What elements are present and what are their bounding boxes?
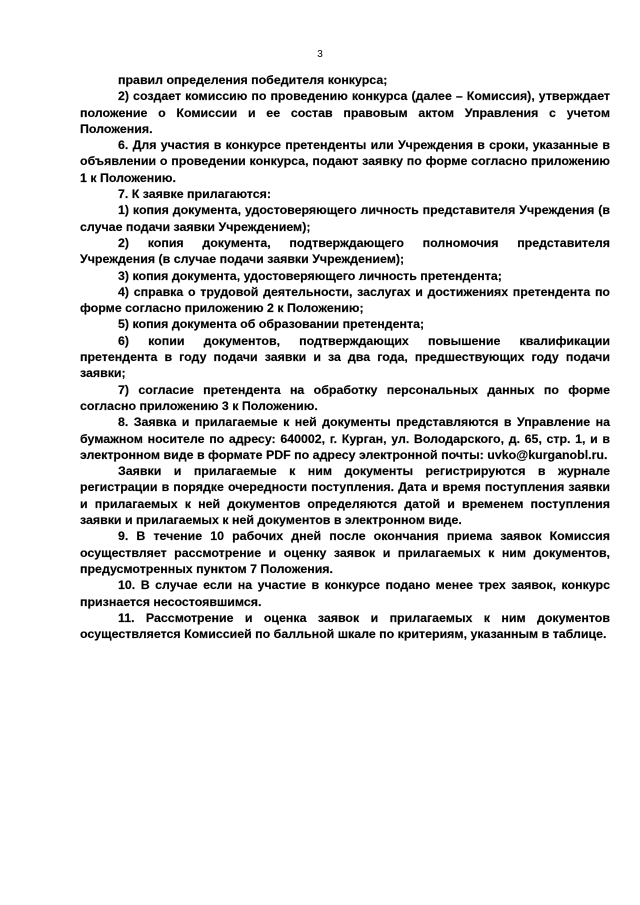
paragraph-6-participation: 6. Для участия в конкурсе претенденты или Учреждения в сроки, указанные в объявлении о проведении конкурса, подают заявку по форме согласно приложению 1 к Положению. bbox=[80, 138, 610, 185]
list-item-5: 5) копия документа об образовании претендента; bbox=[118, 317, 425, 332]
list-item-1: 1) копия документа, удостоверяющего личность представителя Учреждения (в случае подачи заявки Учреждением); bbox=[80, 203, 610, 234]
paragraph-continuation: правил определения победителя конкурса; bbox=[118, 73, 388, 87]
list-item-4: 4) справка о трудовой деятельности, заслугах и достижениях претендента по форме согласно приложению 2 к Положению; bbox=[80, 284, 610, 316]
paragraph-registration: Заявки и прилагаемые к ним документы регистрируются в журнале регистрации в порядке очередности поступления. Дата и время поступления заявки и прилагаемых к ней документов определяются датой и временем поступления заявки и прилагаемых к ней документов в электронном виде. bbox=[80, 464, 610, 528]
page-number: 3 bbox=[317, 49, 323, 60]
paragraph-10-invalid: 10. В случае если на участие в конкурсе подано менее трех заявок, конкурс признается несостоявшимся. bbox=[80, 578, 610, 609]
paragraph-item-2-commission: 2) создает комиссию по проведению конкурса (далее – Комиссия), утверждает положение о Комиссии и ее состав правовым актом Управления с учетом Положения. bbox=[80, 89, 610, 136]
list-item-6: 6) копии документов, подтверждающих повышение квалификации претендента в году подачи заявки и за два года, предшествующих году подачи заявки; bbox=[80, 333, 610, 381]
paragraph-7-attachments-heading: 7. К заявке прилагаются: bbox=[118, 187, 271, 202]
list-item-3: 3) копия документа, удостоверяющего личность претендента; bbox=[118, 268, 502, 283]
paragraph-11-evaluation: 11. Рассмотрение и оценка заявок и прилагаемых к ним документов осуществляется Комиссией по балльной шкале по критериям, указанным в таблице. bbox=[80, 610, 610, 642]
list-item-7: 7) согласие претендента на обработку персональных данных по форме согласно приложению 3 к Положению. bbox=[80, 382, 610, 413]
document-body bbox=[80, 72, 610, 642]
paragraph-8-submission: 8. Заявка и прилагаемые к ней документы представляются в Управление на бумажном носителе по адресу: 640002, г. Курган, ул. Володарского, д. 65, стр. 1, и в электронном виде в формате PDF по адресу электронной почты: uvko@kurganobl.ru. bbox=[80, 415, 610, 462]
list-item-2: 2) копия документа, подтверждающего полномочия представителя Учреждения (в случае подачи заявки Учреждением); bbox=[80, 235, 610, 267]
paragraph-9-review: 9. В течение 10 рабочих дней после окончания приема заявок Комиссия осуществляет рассмотрение и оценку заявок и прилагаемых к ним документов, предусмотренных пунктом 7 Положения. bbox=[80, 529, 610, 576]
